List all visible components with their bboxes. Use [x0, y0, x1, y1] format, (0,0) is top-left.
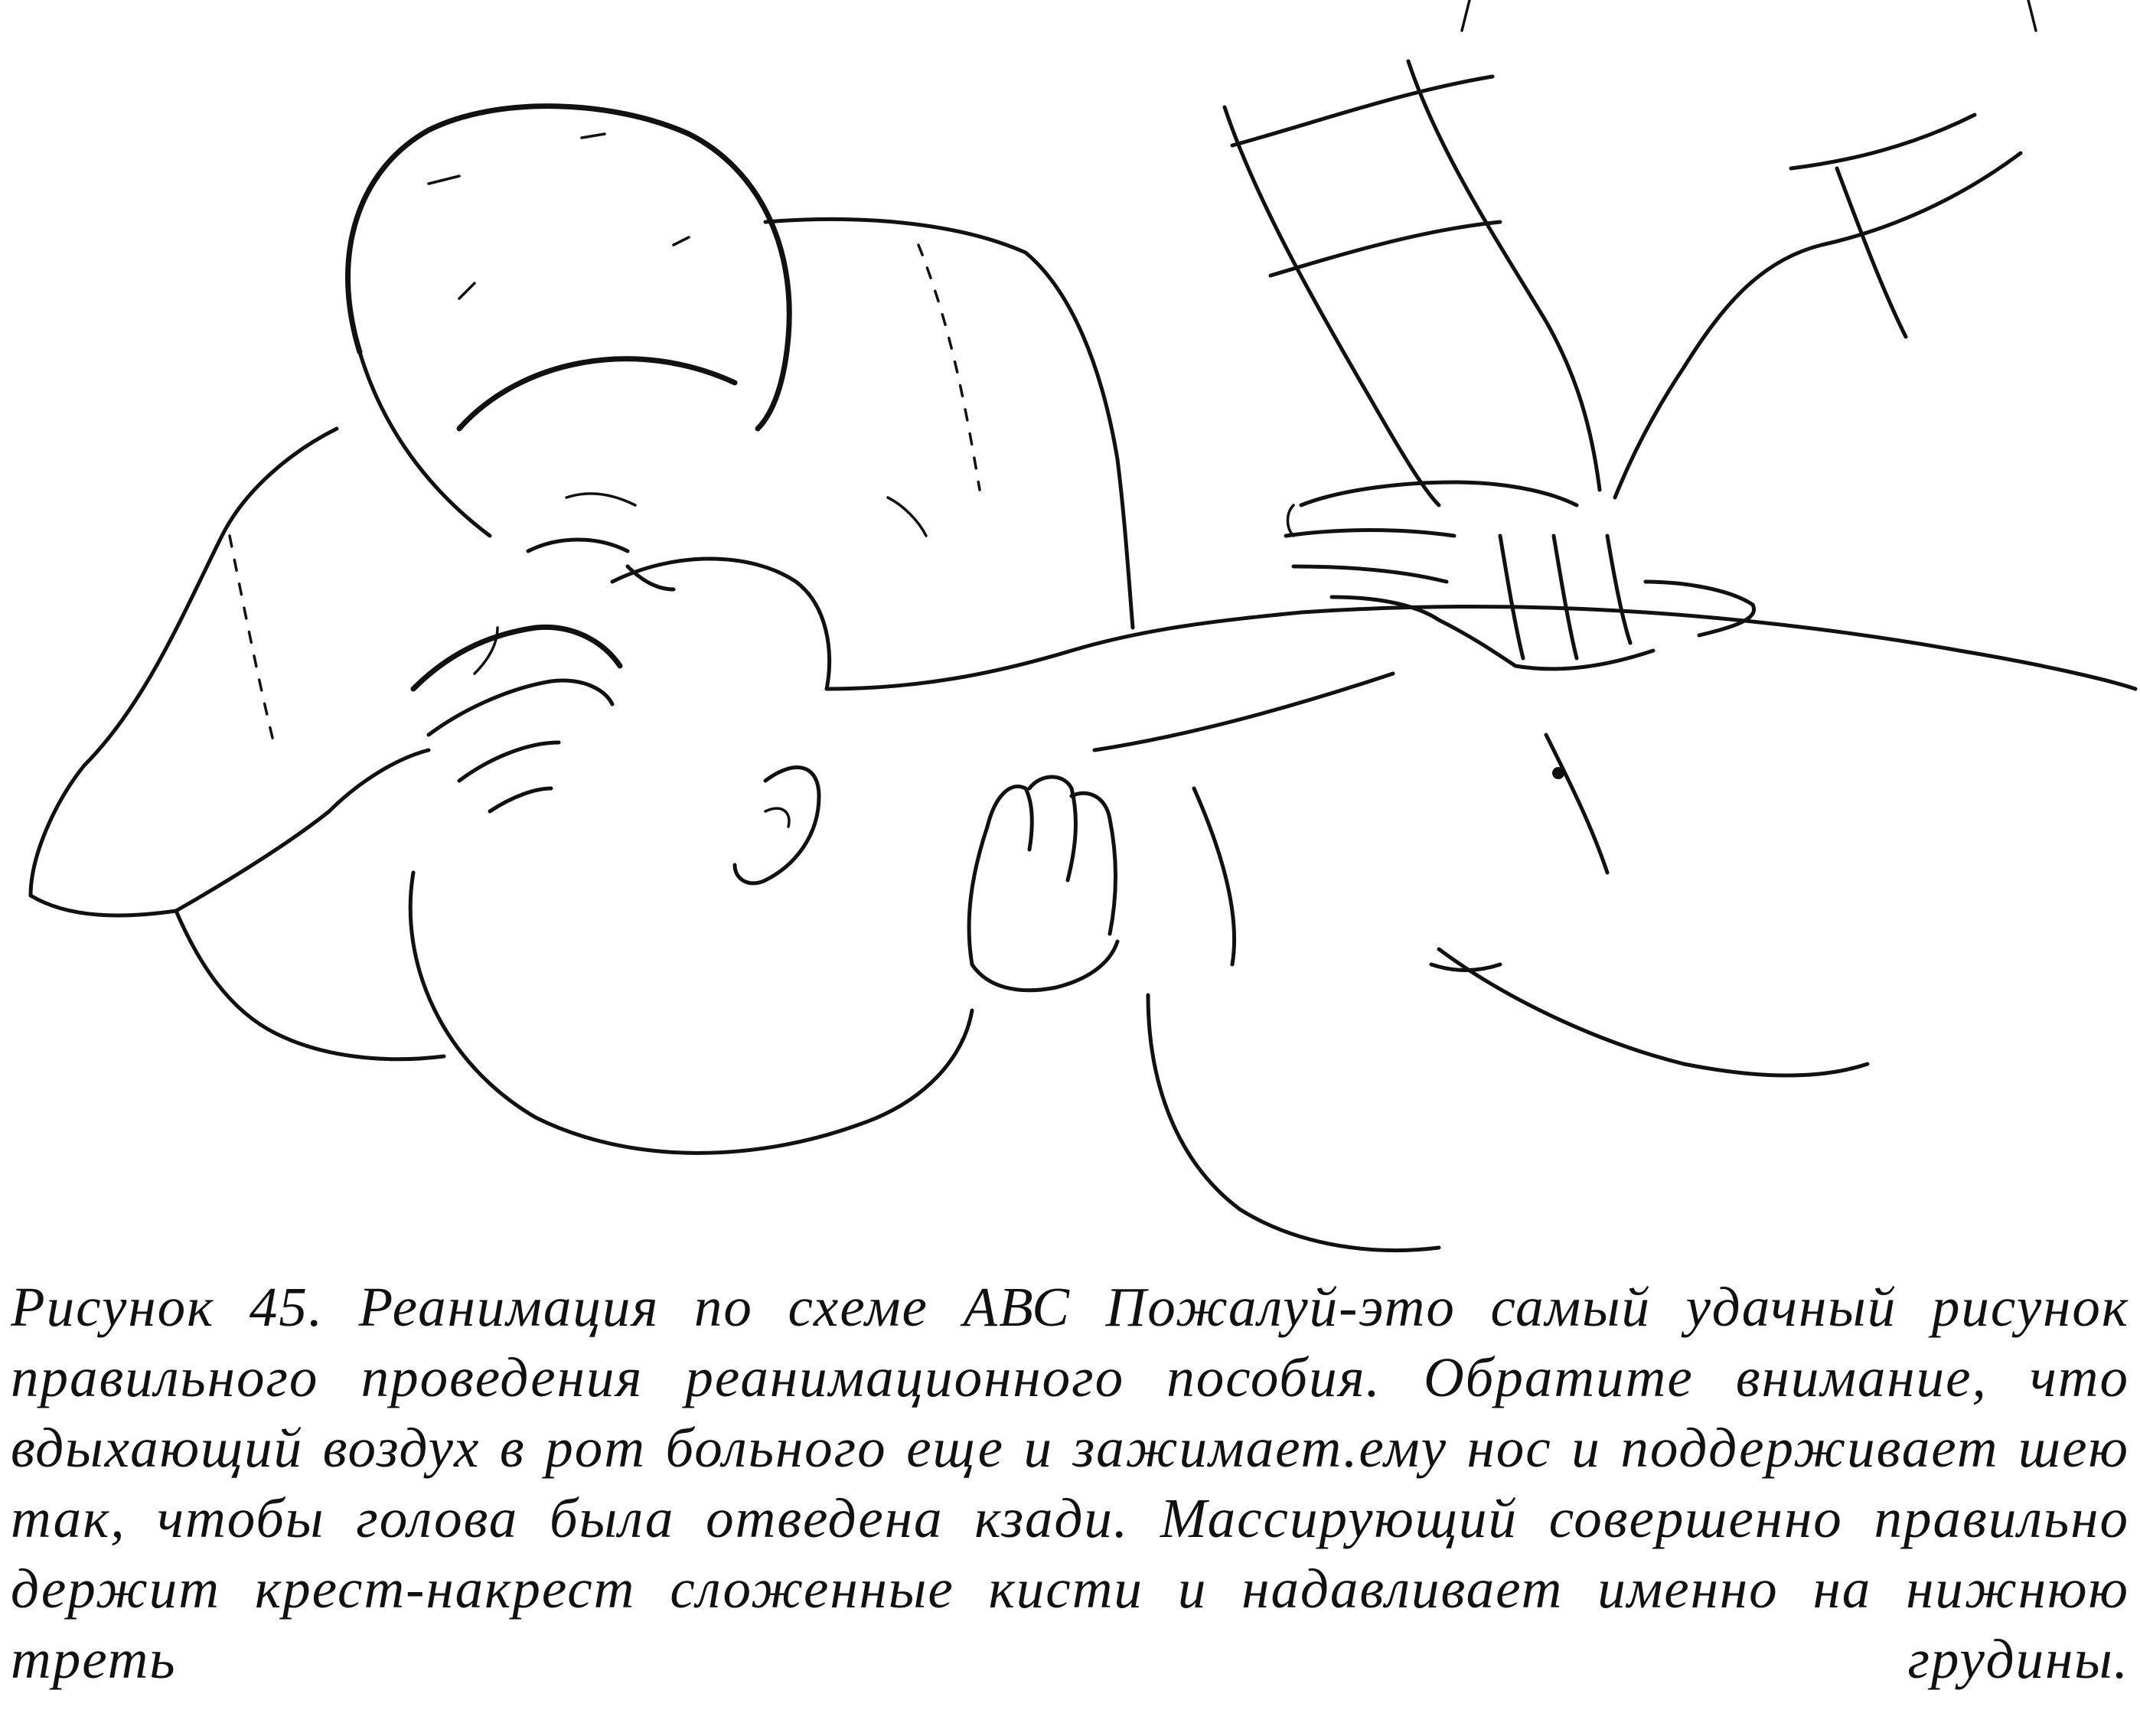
caption-line-6	[11, 1624, 2129, 1695]
patient-torso	[827, 607, 2135, 1251]
caption-line-4: так, чтобы голова была отведена кзади. Массирующий совершенно правильно	[11, 1487, 2129, 1549]
rescuer-body	[31, 219, 1133, 915]
caption-line-3: вдыхающий воздух в рот больного еще и зажимает.ему нос и поддерживает шею	[11, 1417, 2129, 1479]
patient-head	[410, 559, 972, 1153]
rescuer-arm-hand	[176, 627, 620, 1059]
rescuer-2-hands	[1286, 482, 1754, 669]
caption-line-5: держит крест-накрест сложенные кисти и надавливает именно на нижнюю	[11, 1558, 2129, 1620]
caption-last-right: грудины.	[1907, 1628, 2129, 1690]
navel-mark	[1552, 767, 1564, 779]
caption-line-2: правильного проведения реанимационного пособия. Обратите внимание, что	[11, 1346, 2129, 1408]
rescuer-head	[347, 106, 789, 589]
figure-caption	[11, 1272, 2129, 1695]
patient-hand	[969, 777, 1117, 990]
caption-last-left: треть	[11, 1628, 177, 1690]
caption-line-1: Рисунок 45. Реанимация по схеме АВС Пожалуй-это самый удачный рисунок	[11, 1276, 2129, 1338]
rescuer-2-arms	[1225, 0, 2036, 505]
